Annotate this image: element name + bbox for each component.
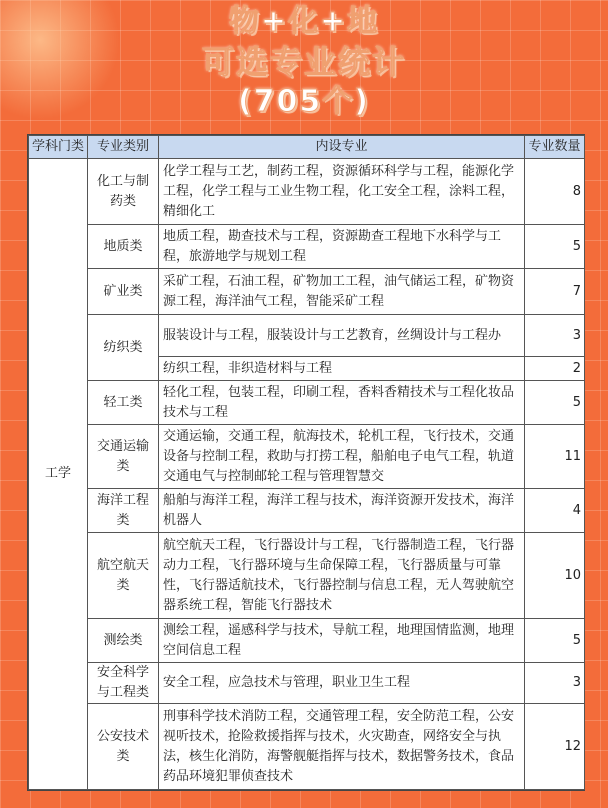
table-row xyxy=(29,269,585,315)
table-row xyxy=(29,533,585,619)
count-cell: 11 xyxy=(525,425,585,489)
count-cell: 5 xyxy=(525,381,585,425)
majors-cell: 船舶与海洋工程，海洋工程与技术，海洋资源开发技术，海洋机器人 xyxy=(159,489,525,533)
majors-table-sheet xyxy=(27,134,585,791)
header-majors: 内设专业 xyxy=(159,136,525,159)
count-cell: 5 xyxy=(525,619,585,663)
table-row xyxy=(29,619,585,663)
table-row xyxy=(29,315,585,357)
category-cell: 测绘类 xyxy=(88,619,159,663)
table-row xyxy=(29,225,585,269)
count-cell: 12 xyxy=(525,704,585,790)
category-cell: 航空航天类 xyxy=(88,533,159,619)
table-row xyxy=(29,381,585,425)
count-cell: 7 xyxy=(525,269,585,315)
category-cell: 海洋工程类 xyxy=(88,489,159,533)
majors-cell: 地质工程，勘查技术与工程，资源勘查工程地下水科学与工程，旅游地学与规划工程 xyxy=(159,225,525,269)
majors-cell: 交通运输，交通工程，航海技术，轮机工程，飞行技术，交通设备与控制工程，救助与打捞工程，船舶电子电气工程，轨道交通电气与控制邮轮工程与管理智慧交 xyxy=(159,425,525,489)
table-row xyxy=(29,489,585,533)
category-cell: 安全科学与工程类 xyxy=(88,663,159,704)
table-row xyxy=(29,159,585,225)
count-cell: 10 xyxy=(525,533,585,619)
count-cell: 3 xyxy=(525,663,585,704)
table-header-row xyxy=(29,136,585,159)
majors-cell: 测绘工程，遥感科学与技术，导航工程，地理国情监测，地理空间信息工程 xyxy=(159,619,525,663)
majors-cell: 化学工程与工艺，制药工程，资源循环科学与工程，能源化学工程，化学工程与工业生物工程，化工安全工程，涂料工程，精细化工 xyxy=(159,159,525,225)
count-cell: 5 xyxy=(525,225,585,269)
category-cell: 轻工类 xyxy=(88,381,159,425)
category-cell: 化工与制药类 xyxy=(88,159,159,225)
table-row xyxy=(29,704,585,790)
category-cell: 交通运输类 xyxy=(88,425,159,489)
title-total-count: (705个) xyxy=(237,84,371,119)
majors-cell: 刑事科学技术消防工程，交通管理工程，安全防范工程，公安视听技术，抢险救援指挥与技术，火灾勘查，网络安全与执法，核生化消防，海警舰艇指挥与技术，数据警务技术，食品药品环境犯罪侦查技术 xyxy=(159,704,525,790)
count-cell: 4 xyxy=(525,489,585,533)
category-cell: 纺织类 xyxy=(88,315,159,381)
title-main: 可选专业统计 xyxy=(201,43,406,81)
majors-cell: 航空航天工程，飞行器设计与工程，飞行器制造工程，飞行器动力工程，飞行器环境与生命保障工程，飞行器质量与可靠性，飞行器适航技术，飞行器控制与信息工程，无人驾驶航空器系统工程，智能飞行器技术 xyxy=(159,533,525,619)
discipline-cell: 工学 xyxy=(29,159,88,790)
majors-cell: 轻化工程，包装工程，印刷工程，香料香精技术与工程化妆品技术与工程 xyxy=(159,381,525,425)
majors-cell: 安全工程，应急技术与管理，职业卫生工程 xyxy=(159,663,525,704)
poster-header xyxy=(0,2,608,122)
category-cell: 公安技术类 xyxy=(88,704,159,790)
header-count: 专业数量 xyxy=(525,136,585,159)
count-cell: 2 xyxy=(525,357,585,381)
table-row xyxy=(29,663,585,704)
count-cell: 3 xyxy=(525,315,585,357)
category-cell: 矿业类 xyxy=(88,269,159,315)
header-discipline: 学科门类 xyxy=(29,136,88,159)
count-cell: 8 xyxy=(525,159,585,225)
majors-cell: 纺织工程，非织造材料与工程 xyxy=(159,357,525,381)
category-cell: 地质类 xyxy=(88,225,159,269)
title-subjects: 物+化+地 xyxy=(228,4,380,39)
majors-cell: 服装设计与工程，服装设计与工艺教育，丝绸设计与工程办 xyxy=(159,315,525,357)
table-row xyxy=(29,425,585,489)
header-category: 专业类别 xyxy=(88,136,159,159)
majors-table xyxy=(28,135,585,790)
majors-cell: 采矿工程，石油工程，矿物加工工程，油气储运工程，矿物资源工程，海洋油气工程，智能采矿工程 xyxy=(159,269,525,315)
